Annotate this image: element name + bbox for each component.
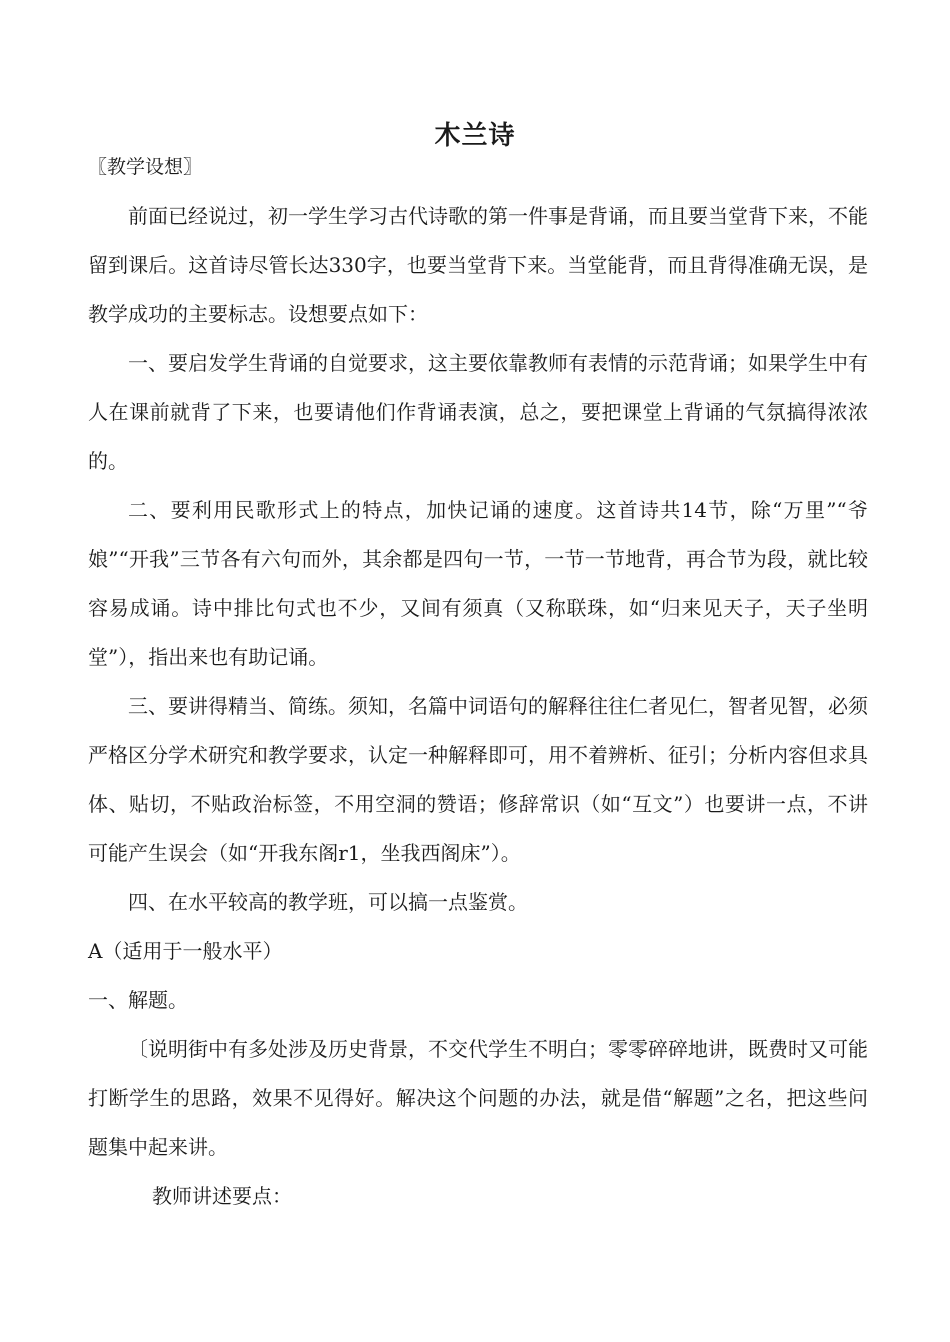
section-label: 〖教学设想〗 [88,156,203,178]
step-1-heading: 一、解题。 [88,988,188,1012]
document-title: 木兰诗 [434,121,516,151]
paragraph-intro: 前面已经说过，初一学生学习古代诗歌的第一件事是背诵，而且要当堂背下来，不能留到课后。这首诗尽管长达330字，也要当堂背下来。当堂能背，而且背得准确无误，是教学成功的主要标志。设想要点如下： [88,204,868,326]
paragraph-point-3: 三、要讲得精当、简练。须知，名篇中词语句的解释往往仁者见仁，智者见智，必须严格区分学术研究和教学要求，认定一种解释即可，用不着辨析、征引；分析内容但求具体、贴切，不贴政治标签，不用空洞的赞语；修辞常识（如“互文”）也要讲一点，不讲可能产生误会（如“开我东阁r1，坐我西阁床”）。 [88,694,868,865]
teacher-points-heading: 教师讲述要点： [152,1184,292,1208]
document-body [88,192,868,1221]
paragraph-point-2: 二、要利用民歌形式上的特点，加快记诵的速度。这首诗共14节，除“万里”“爷娘”“开我”三节各有六句而外，其余都是四句一节，一节一节地背，再合节为段，就比较容易成诵。诗中排比句式也不少，又间有须真（又称联珠，如“归来见天子，天子坐明堂”），指出来也有助记诵。 [88,498,868,669]
plan-a-heading: A（适用于一般水平） [88,939,283,963]
paragraph-point-1: 一、要启发学生背诵的自觉要求，这主要依靠教师有表情的示范背诵；如果学生中有人在课前就背了下来，也要请他们作背诵表演，总之，要把课堂上背诵的气氛搞得浓浓的。 [88,351,868,473]
paragraph-point-4: 四、在水平较高的教学班，可以搞一点鉴赏。 [128,890,528,914]
paragraph-explanation: 〔说明街中有多处涉及历史背景，不交代学生不明白；零零碎碎地讲，既费时又可能打断学生的思路，效果不见得好。解决这个问题的办法，就是借“解题”之名，把这些问题集中起来讲。 [88,1037,868,1159]
